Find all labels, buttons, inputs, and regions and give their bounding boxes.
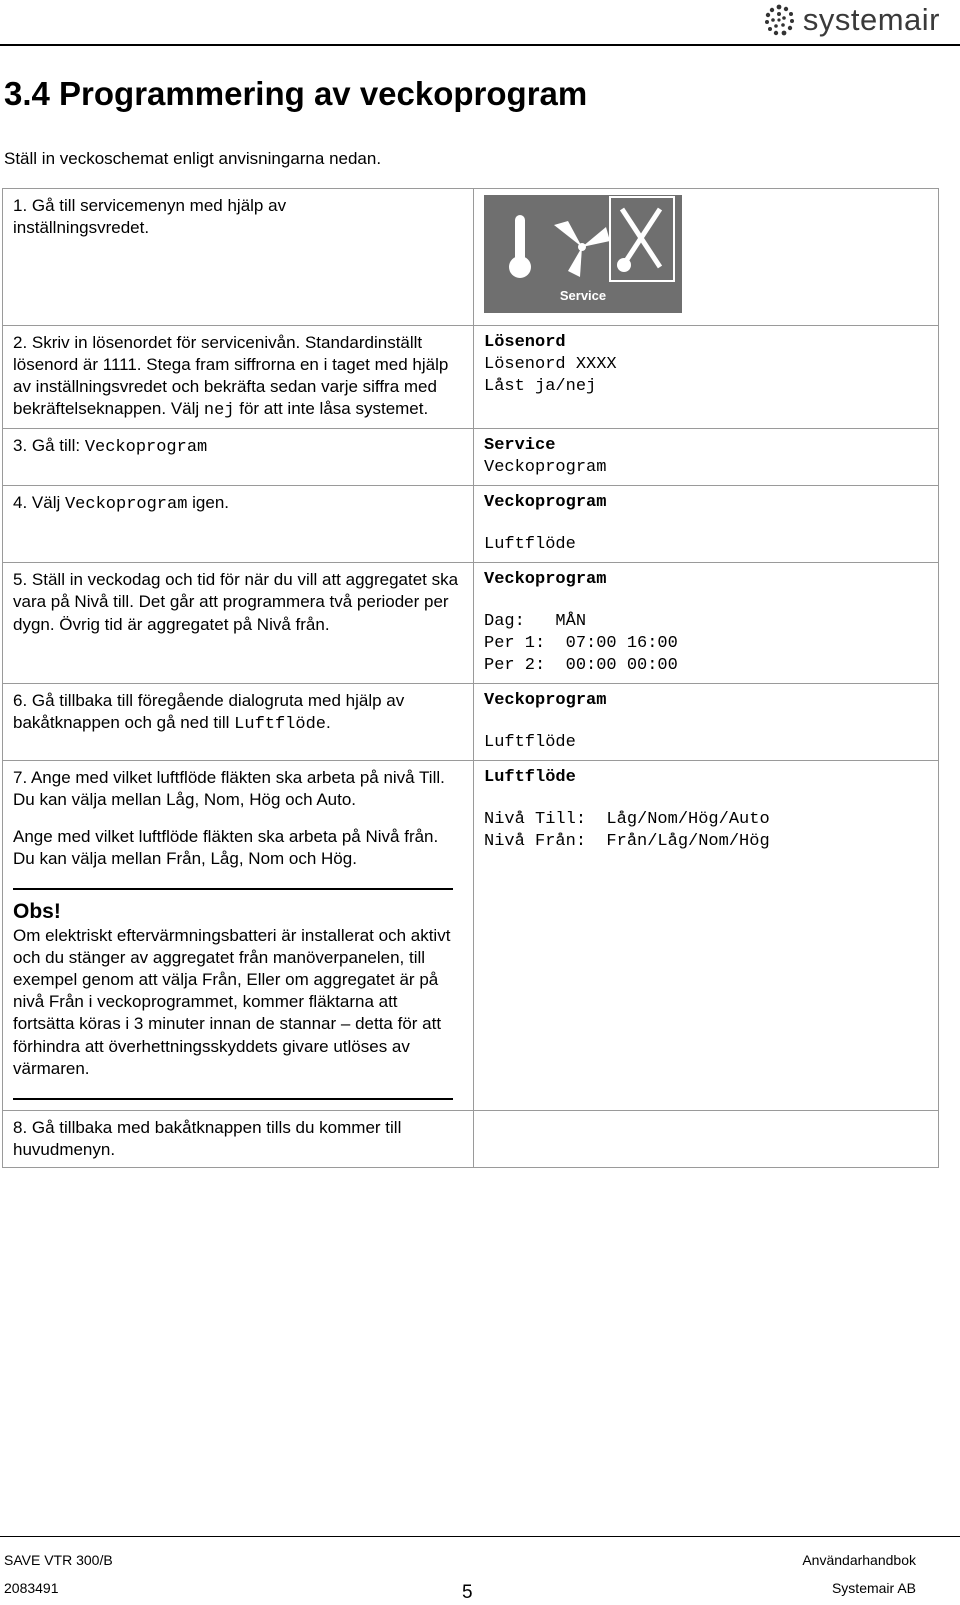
step-3-instruction-cell — [3, 429, 474, 486]
step-3-row — [3, 429, 939, 486]
step-3-text-pre: 3. Gå till: — [13, 436, 85, 456]
step-6-code: Luftflöde — [234, 715, 326, 735]
service-panel-image — [484, 195, 682, 313]
step-5-instruction-cell — [3, 563, 474, 684]
footer-model: SAVE VTR 300/B — [4, 1552, 113, 1568]
step-6-text — [13, 690, 463, 736]
step-4-display-title: Veckoprogram — [484, 493, 607, 513]
obs-title: Obs! — [13, 899, 61, 923]
step-4-display-cell — [474, 486, 939, 563]
step-7-display-title: Luftflöde — [484, 768, 576, 788]
step-2-display-cell — [474, 326, 939, 429]
step-2-text-post: för att inte låsa systemet. — [234, 399, 429, 419]
obs-text: Om elektriskt eftervärmningsbatteri är installerat och aktivt och du stänger av aggregatet från manöverpanelen, till exempel genom att välja Från, Eller om aggregatet är på nivå Från i veckoprogrammet, kommer fläktarna att fortsätta köras i 3 minuter innan de stannar – detta för att förhindra att överhettningsskyddets givare utlöses av värmaren. — [13, 926, 451, 1078]
step-5-display-title: Veckoprogram — [484, 570, 607, 590]
header-rule — [0, 44, 960, 46]
step-5-row — [3, 563, 939, 684]
fan-icon — [554, 221, 610, 277]
step-5-text: 5. Ställ in veckodag och tid för när du vill att aggregatet ska vara på Nivå till. Det går att programmera två perioder per dygn. Övrig tid är aggregatet på Nivå från. — [13, 570, 459, 634]
step-1-instruction-cell — [3, 189, 474, 326]
step-3-text — [13, 435, 463, 459]
step-4-code: Veckoprogram — [64, 495, 188, 515]
service-panel-label: Service — [559, 288, 607, 304]
tools-icon — [610, 197, 674, 281]
step-6-display-body: Luftflöde — [484, 733, 576, 753]
step-4-display-body: Luftflöde — [484, 535, 576, 555]
step-5-display-body: Dag: MÅN Per 1: 07:00 16:00 Per 2: 00:00 00:00 — [484, 612, 678, 676]
step-4-text — [13, 492, 463, 516]
intro-text: Ställ in veckoschemat enligt anvisningarna nedan. — [4, 149, 382, 168]
step-2-display-title: Lösenord — [484, 333, 566, 352]
footer-company: Systemair AB — [831, 1580, 916, 1596]
systemair-logo-mark-icon — [761, 2, 797, 38]
step-8-display-cell — [474, 1110, 939, 1167]
step-2-text — [13, 332, 463, 422]
step-6-display-title: Veckoprogram — [484, 691, 607, 711]
step-7-display-cell — [474, 761, 939, 1110]
step-4-text-pre: 4. Välj — [13, 493, 65, 513]
step-7-row — [3, 761, 939, 1110]
step-6-text-pre: 6. Gå tillbaka till föregående dialogruta med hjälp av bakåtknappen och gå ned till — [13, 691, 405, 733]
step-3-display-cell — [474, 429, 939, 486]
step-2-text-pre: 2. Skriv in lösenordet för servicenivån. Standardinställt lösenord är 1111. Stega fram siffrorna en i taget med hjälp av inställningsvredet och bekräfta sedan varje siffra med bekräftelseknappen. Välj — [13, 333, 449, 419]
step-7-text-fran: Ange med vilket luftflöde fläkten ska arbeta på Nivå från. Du kan välja mellan Från, Låg, Nom och Hög. — [13, 826, 439, 868]
step-3-code: Veckoprogram — [84, 438, 208, 458]
step-4-text-post: igen. — [187, 493, 229, 513]
obs-top-rule — [13, 888, 453, 890]
step-2-display-body: Lösenord XXXX Låst ja/nej — [484, 355, 617, 396]
step-4-row — [3, 486, 939, 563]
footer-page-number: 5 — [462, 1582, 473, 1603]
step-8-row — [3, 1110, 939, 1167]
step-2-row — [3, 326, 939, 429]
page-title: 3.4 Programmering av veckoprogram — [4, 75, 588, 112]
step-7-text-till: 7. Ange med vilket luftflöde fläkten ska arbeta på nivå Till. Du kan välja mellan Låg, Nom, Hög och Auto. — [13, 768, 445, 810]
steps-table — [2, 188, 939, 1168]
step-8-text: 8. Gå tillbaka med bakåtknappen tills du kommer till huvudmenyn. — [13, 1117, 402, 1159]
step-7-display-body: Nivå Till: Låg/Nom/Hög/Auto Nivå Från: Från/Låg/Nom/Hög — [484, 810, 770, 852]
footer-rule — [0, 1536, 960, 1537]
step-3-display-body: Veckoprogram — [484, 458, 607, 478]
step-1-display-cell — [474, 189, 939, 326]
thermometer-icon — [509, 215, 531, 278]
brand-name: systemair — [802, 2, 940, 37]
footer-doc-type: Användarhandbok — [802, 1552, 916, 1568]
obs-bottom-rule — [13, 1098, 453, 1100]
step-1-row — [3, 189, 939, 326]
brand-logo — [761, 2, 940, 38]
step-4-instruction-cell — [3, 486, 474, 563]
footer-doc-number: 2083491 — [4, 1580, 59, 1596]
step-1-text: 1. Gå till servicemenyn med hjälp av inställningsvredet. — [13, 196, 287, 238]
step-2-code: nej — [203, 401, 235, 421]
step-7-instruction-cell — [3, 761, 474, 1110]
step-3-display-title: Service — [484, 436, 556, 456]
step-6-text-post: . — [326, 713, 331, 733]
step-2-instruction-cell — [3, 326, 474, 429]
step-6-display-cell — [474, 684, 939, 761]
step-6-instruction-cell — [3, 684, 474, 761]
step-6-row — [3, 684, 939, 761]
step-8-instruction-cell — [3, 1110, 474, 1167]
step-5-display-cell — [474, 563, 939, 684]
